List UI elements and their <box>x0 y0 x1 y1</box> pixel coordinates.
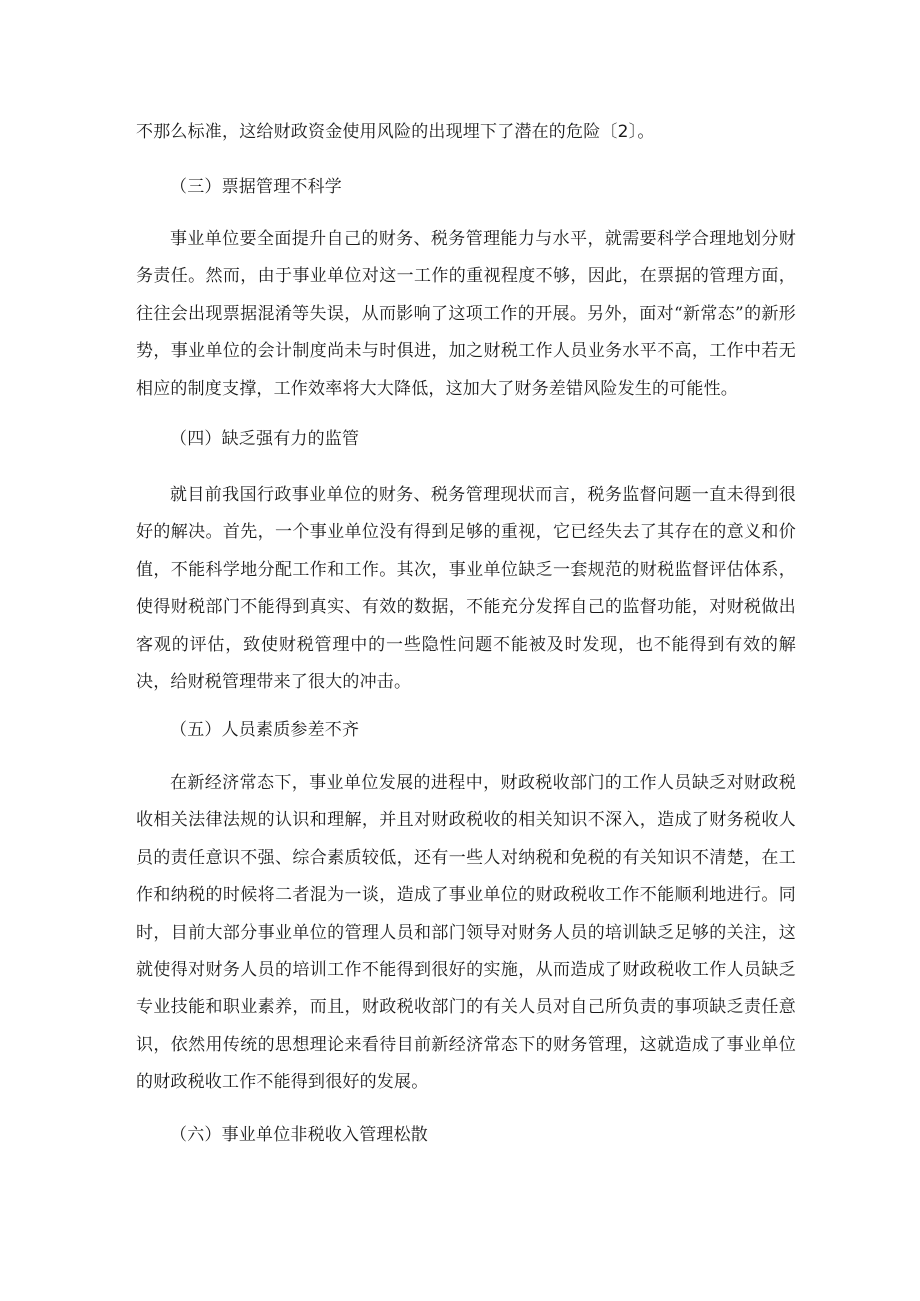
continuation-end: 。 <box>637 122 655 142</box>
continuation-paragraph <box>136 114 796 151</box>
section-heading-4: （四）缺乏强有力的监管 <box>170 429 360 449</box>
citation-reference: 〔2〕 <box>600 122 638 142</box>
section-heading-3: （三）票据管理不科学 <box>170 177 342 197</box>
section-paragraph-5: 在新经济常态下，事业单位发展的进程中，财政税收部门的工作人员缺乏对财政税收相关法律法规的认识和理解，并且对财政税收的相关知识不深入，造成了财务税收人员的责任意识不强、综合素质较低，还有一些人对纳税和免税的有关知识不清楚，在工作和纳税的时候将二者混为一谈，造成了事业单位的财政税收工作不能顺利地进行。同时，目前大部分事业单位的管理人员和部门领导对财务人员的培训缺乏足够的关注，这就使得对财务人员的培训工作不能得到很好的实施，从而造成了财政税收工作人员缺乏专业技能和职业素养，而且，财政税收部门的有关人员对自己所负责的事项缺乏责任意识，依然用传统的思想理论来看待目前新经济常态下的财务管理，这就造成了事业单位的财政税收工作不能得到很好的发展。 <box>136 773 796 1093</box>
continuation-text: 不那么标准，这给财政资金使用风险的出现埋下了潜在的危险 <box>136 122 601 142</box>
section-heading-5: （五）人员素质参差不齐 <box>170 720 360 740</box>
section-heading-6: （六）事业单位非税收入管理松散 <box>170 1125 428 1145</box>
section-paragraph-3: 事业单位要全面提升自己的财务、税务管理能力与水平，就需要科学合理地划分财务责任。然而，由于事业单位对这一工作的重视程度不够，因此，在票据的管理方面，往往会出现票据混淆等失误，从而影响了这项工作的开展。另外，面对“新常态”的新形势，事业单位的会计制度尚未与时俱进，加之财税工作人员业务水平不高，工作中若无相应的制度支撑，工作效率将大大降低，这加大了财务差错风险发生的可能性。 <box>136 229 796 399</box>
section-paragraph-4: 就目前我国行政事业单位的财务、税务管理现状而言，税务监督问题一直未得到很好的解决。首先，一个事业单位没有得到足够的重视，它已经失去了其存在的意义和价值，不能科学地分配工作和工作。其次，事业单位缺乏一套规范的财税监督评估体系，使得财税部门不能得到真实、有效的数据，不能充分发挥自己的监督功能，对财税做出客观的评估，致使财税管理中的一些隐性问题不能被及时发现，也不能得到有效的解决，给财税管理带来了很大的冲击。 <box>136 485 796 693</box>
